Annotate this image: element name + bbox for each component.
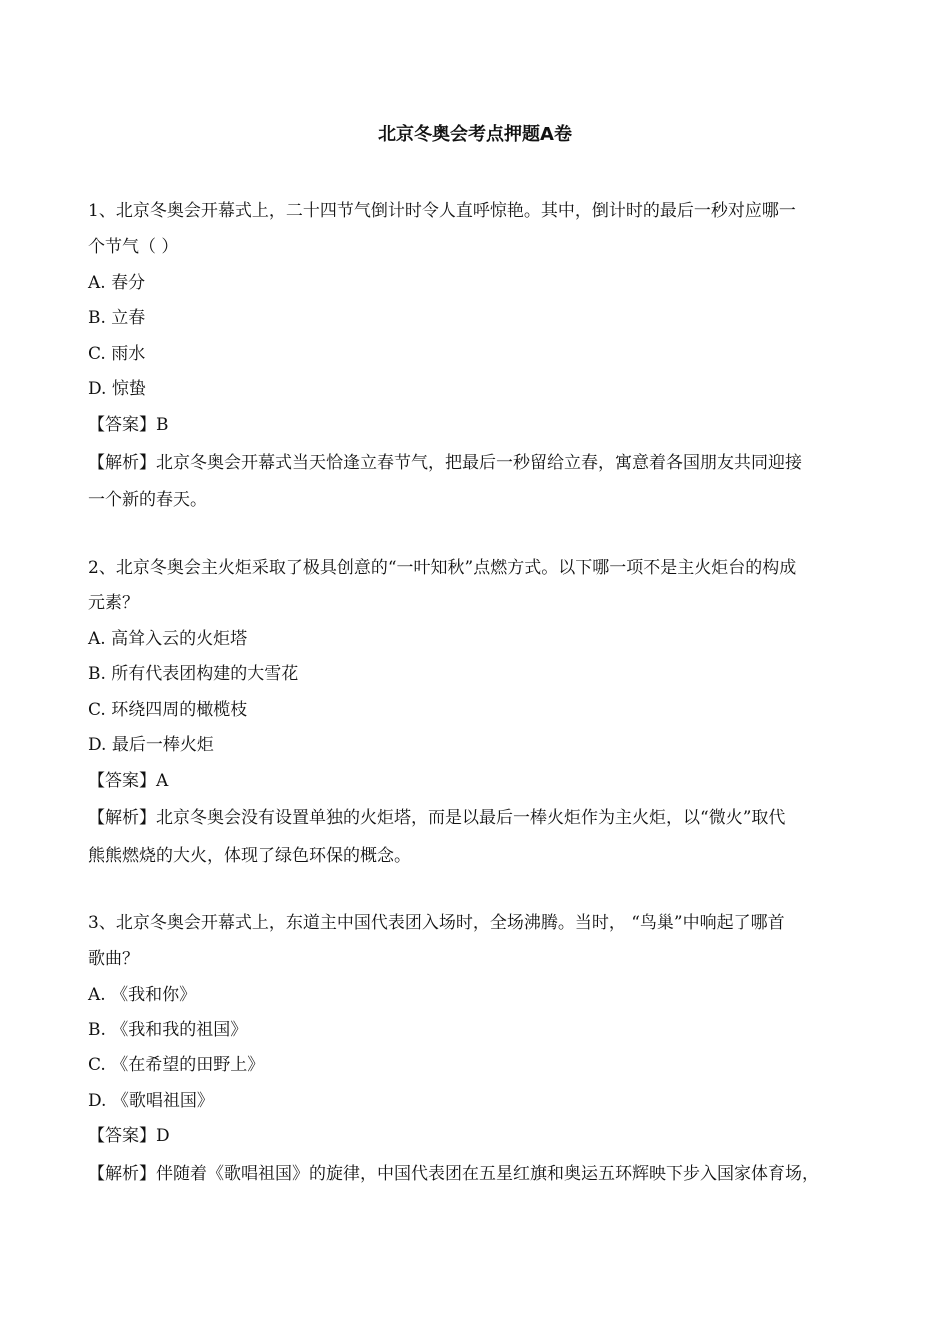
question-2-option-c: C. 环绕四周的橄榄枝 [88, 700, 248, 720]
question-1-analysis-line-2: 一个新的春天。 [88, 490, 207, 510]
question-3-stem-line-1: 3、北京冬奥会开幕式上，东道主中国代表团入场时，全场沸腾。当时， “鸟巢”中响起了哪首 [88, 913, 785, 933]
question-3-option-a: A. 《我和你》 [88, 985, 197, 1005]
question-3-option-b: B. 《我和我的祖国》 [88, 1020, 248, 1040]
question-1-option-b: B. 立春 [88, 308, 146, 328]
question-1-stem-line-2: 个节气（ ） [88, 237, 179, 257]
question-2-option-b: B. 所有代表团构建的大雪花 [88, 664, 299, 684]
question-3-stem-line-2: 歌曲？ [88, 949, 139, 969]
question-2-analysis-line-1: 【解析】北京冬奥会没有设置单独的火炬塔，而是以最后一棒火炬作为主火炬，以“微火”取代 [88, 808, 786, 828]
question-1-option-c: C. 雨水 [88, 344, 146, 364]
question-3-analysis-line-1: 【解析】伴随着《歌唱祖国》的旋律，中国代表团在五星红旗和奥运五环辉映下步入国家体育场， [88, 1164, 819, 1184]
question-1-option-a: A. 春分 [88, 273, 146, 293]
question-3-answer: 【答案】D [88, 1126, 170, 1146]
question-1-option-d: D. 惊蛰 [88, 379, 146, 399]
question-1-answer: 【答案】B [88, 415, 169, 435]
document-title: 北京冬奥会考点押题A卷 [378, 124, 572, 145]
question-2-stem-line-2: 元素？ [88, 593, 139, 613]
question-3-option-c: C. 《在希望的田野上》 [88, 1055, 265, 1075]
question-2-answer: 【答案】A [88, 771, 169, 791]
question-2-option-d: D. 最后一棒火炬 [88, 735, 214, 755]
question-3-option-d: D. 《歌唱祖国》 [88, 1091, 214, 1111]
question-2-stem-line-1: 2、北京冬奥会主火炬采取了极具创意的“一叶知秋”点燃方式。以下哪一项不是主火炬台的构成 [88, 558, 797, 578]
question-2-analysis-line-2: 熊熊燃烧的大火，体现了绿色环保的概念。 [88, 846, 411, 866]
question-1-analysis-line-1: 【解析】北京冬奥会开幕式当天恰逢立春节气，把最后一秒留给立春，寓意着各国朋友共同迎接 [88, 453, 802, 473]
question-1-stem-line-1: 1、北京冬奥会开幕式上，二十四节气倒计时令人直呼惊艳。其中，倒计时的最后一秒对应哪一 [88, 201, 796, 221]
question-2-option-a: A. 高耸入云的火炬塔 [88, 629, 248, 649]
